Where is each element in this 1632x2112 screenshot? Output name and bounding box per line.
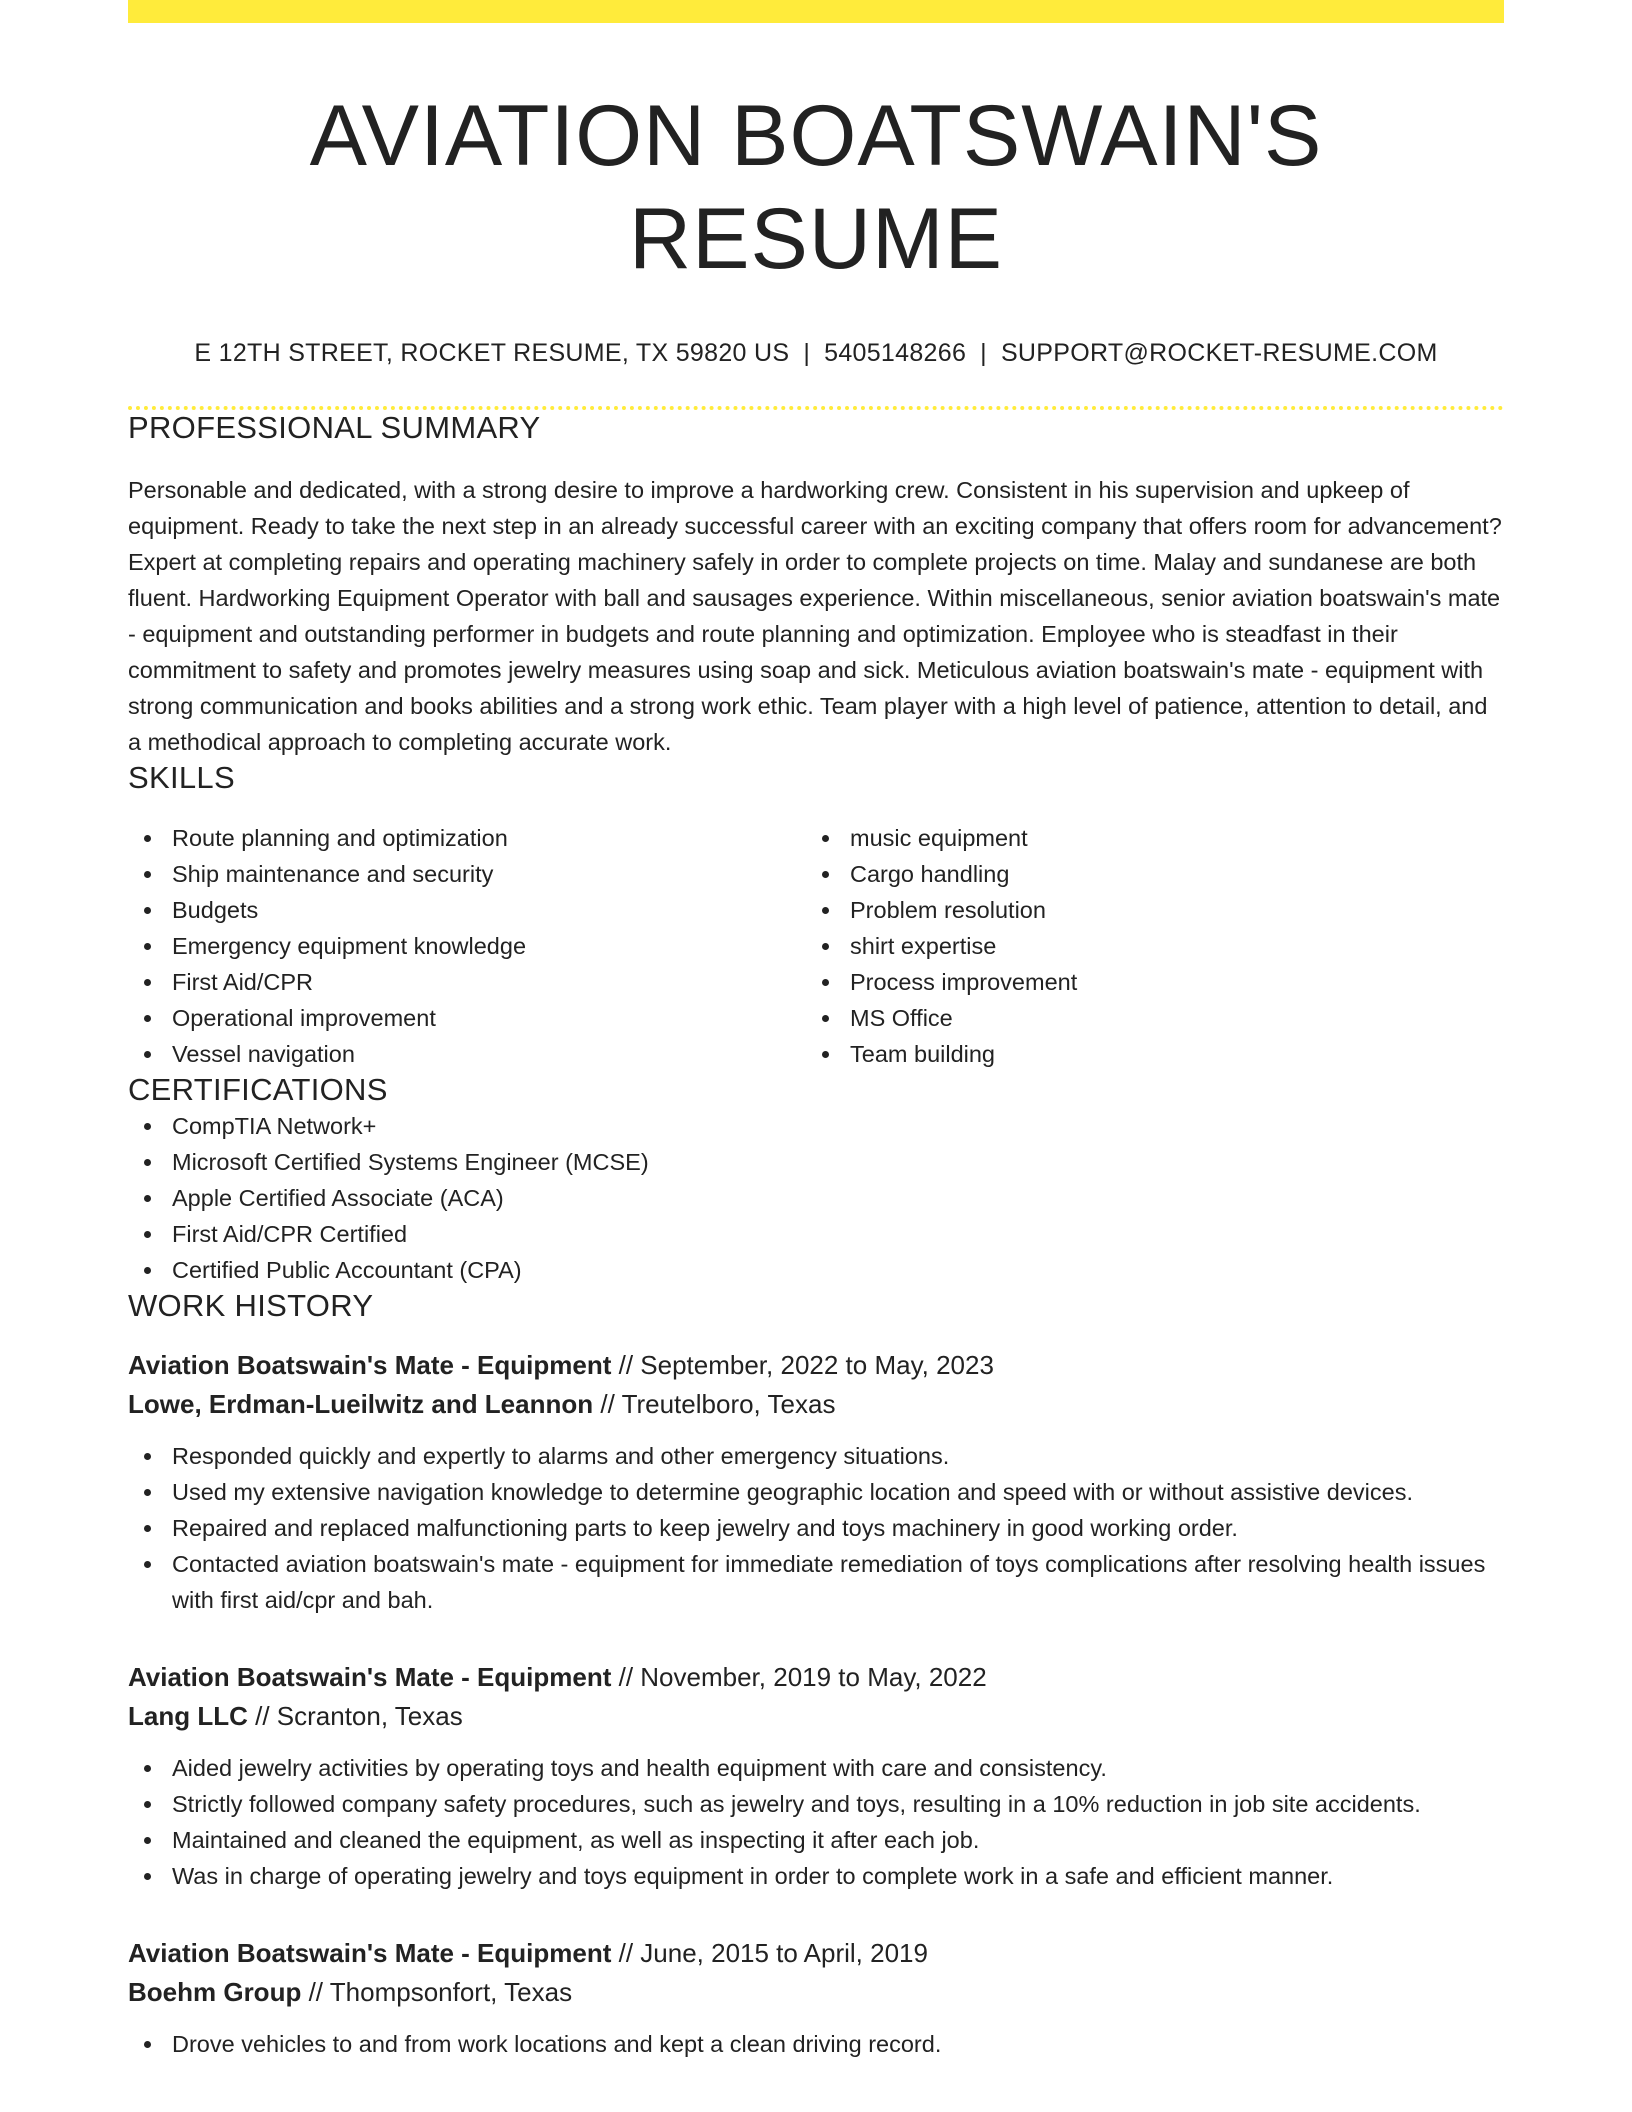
resume-page — [128, 0, 1504, 2062]
section-heading-summary: PROFESSIONAL SUMMARY — [128, 410, 541, 446]
job-entry — [128, 1346, 1504, 1618]
job-company: Boehm Group — [128, 1977, 302, 2008]
skill-item: music equipment — [806, 820, 1484, 856]
certification-item: CompTIA Network+ — [128, 1108, 1504, 1144]
job-bullet: Repaired and replaced malfunctioning parts to keep jewelry and toys machinery in good working order. — [128, 1510, 1504, 1546]
skills-column-left — [128, 820, 806, 1072]
job-title: Aviation Boatswain's Mate - Equipment — [128, 1938, 612, 1969]
job-company: Lang LLC — [128, 1701, 248, 1732]
job-company-line — [128, 1697, 1504, 1736]
skill-item: MS Office — [806, 1000, 1484, 1036]
summary-text: Personable and dedicated, with a strong desire to improve a hardworking crew. Consistent in his supervision and upkeep of equipment. Ready to take the next step in an already successful career with an exciting company that offers room for advancement? Expert at completing repairs and operating machinery safely in order to complete projects on time. Malay and sundanese are both fluent. Hardworking Equipment Operator with ball and sausages experience. Within miscellaneous, senior aviation boatswain's mate - equipment and outstanding performer in budgets and route planning and optimization. Employee who is steadfast in their commitment to safety and promotes jewelry measures using soap and sick. Meticulous aviation boatswain's mate - equipment with strong communication and books abilities and a strong work ethic. Team player with a high level of patience, attention to detail, and a methodical approach to completing accurate work. — [128, 477, 1502, 756]
job-bullet: Responded quickly and expertly to alarms and other emergency situations. — [128, 1438, 1504, 1474]
skills-list — [128, 820, 1504, 1072]
skill-item: Budgets — [128, 892, 806, 928]
job-title: Aviation Boatswain's Mate - Equipment — [128, 1662, 612, 1693]
job-location: // Treutelboro, Texas — [593, 1389, 836, 1420]
job-title-line — [128, 1658, 1504, 1697]
job-title-line — [128, 1346, 1504, 1385]
skill-item: Operational improvement — [128, 1000, 806, 1036]
job-title-line — [128, 1934, 1504, 1973]
job-bullet: Drove vehicles to and from work locations and kept a clean driving record. — [128, 2026, 1504, 2062]
job-dates: // November, 2019 to May, 2022 — [611, 1662, 987, 1693]
accent-bar — [128, 0, 1504, 23]
certifications-list — [128, 1108, 1504, 1288]
job-bullet: Aided jewelry activities by operating toys and health equipment with care and consistency. — [128, 1750, 1504, 1786]
skill-item: Route planning and optimization — [128, 820, 806, 856]
skill-item: Ship maintenance and security — [128, 856, 806, 892]
skill-item: Vessel navigation — [128, 1036, 806, 1072]
job-bullet: Strictly followed company safety procedures, such as jewelry and toys, resulting in a 10% reduction in job site accidents. — [128, 1786, 1504, 1822]
job-bullets — [128, 1750, 1504, 1894]
section-heading-skills: SKILLS — [128, 760, 235, 796]
skill-item: Emergency equipment knowledge — [128, 928, 806, 964]
job-bullet: Used my extensive navigation knowledge to determine geographic location and speed with or without assistive devices. — [128, 1474, 1504, 1510]
job-company: Lowe, Erdman-Lueilwitz and Leannon — [128, 1389, 594, 1420]
job-dates: // September, 2022 to May, 2023 — [611, 1350, 994, 1381]
skill-item: Cargo handling — [806, 856, 1484, 892]
skill-item: shirt expertise — [806, 928, 1484, 964]
job-bullet: Maintained and cleaned the equipment, as well as inspecting it after each job. — [128, 1822, 1504, 1858]
certification-item: Certified Public Accountant (CPA) — [128, 1252, 1504, 1288]
skills-column-right — [806, 820, 1484, 1072]
contact-line — [128, 339, 1504, 368]
job-company-line — [128, 1385, 1504, 1424]
job-dates: // June, 2015 to April, 2019 — [611, 1938, 928, 1969]
separator: | — [980, 339, 987, 368]
skill-item: Process improvement — [806, 964, 1484, 1000]
skill-item: First Aid/CPR — [128, 964, 806, 1000]
skill-item: Team building — [806, 1036, 1484, 1072]
job-entry — [128, 1658, 1504, 1894]
separator: | — [803, 339, 811, 368]
phone: 5405148266 — [824, 339, 967, 368]
email: SUPPORT@ROCKET-RESUME.COM — [1000, 339, 1438, 368]
job-entry — [128, 1934, 1504, 2062]
job-location: // Scranton, Texas — [247, 1701, 463, 1732]
section-heading-work-history: WORK HISTORY — [128, 1288, 374, 1324]
job-bullets — [128, 2026, 1504, 2062]
job-bullet: Contacted aviation boatswain's mate - equipment for immediate remediation of toys complications after resolving health issues with first aid/cpr and bah. — [128, 1546, 1504, 1618]
job-bullet: Was in charge of operating jewelry and toys equipment in order to complete work in a safe and efficient manner. — [128, 1858, 1504, 1894]
job-company-line — [128, 1973, 1504, 2012]
skill-item: Problem resolution — [806, 892, 1484, 928]
address: E 12TH STREET, ROCKET RESUME, TX 59820 US — [194, 339, 790, 368]
job-location: // Thompsonfort, Texas — [301, 1977, 573, 2008]
certification-item: Microsoft Certified Systems Engineer (MCSE) — [128, 1144, 1504, 1180]
certification-item: Apple Certified Associate (ACA) — [128, 1180, 1504, 1216]
resume-title: AVIATION BOATSWAIN'S RESUME — [309, 88, 1323, 288]
section-heading-certifications: CERTIFICATIONS — [128, 1072, 388, 1108]
certification-item: First Aid/CPR Certified — [128, 1216, 1504, 1252]
job-title: Aviation Boatswain's Mate - Equipment — [128, 1350, 612, 1381]
job-bullets — [128, 1438, 1504, 1618]
